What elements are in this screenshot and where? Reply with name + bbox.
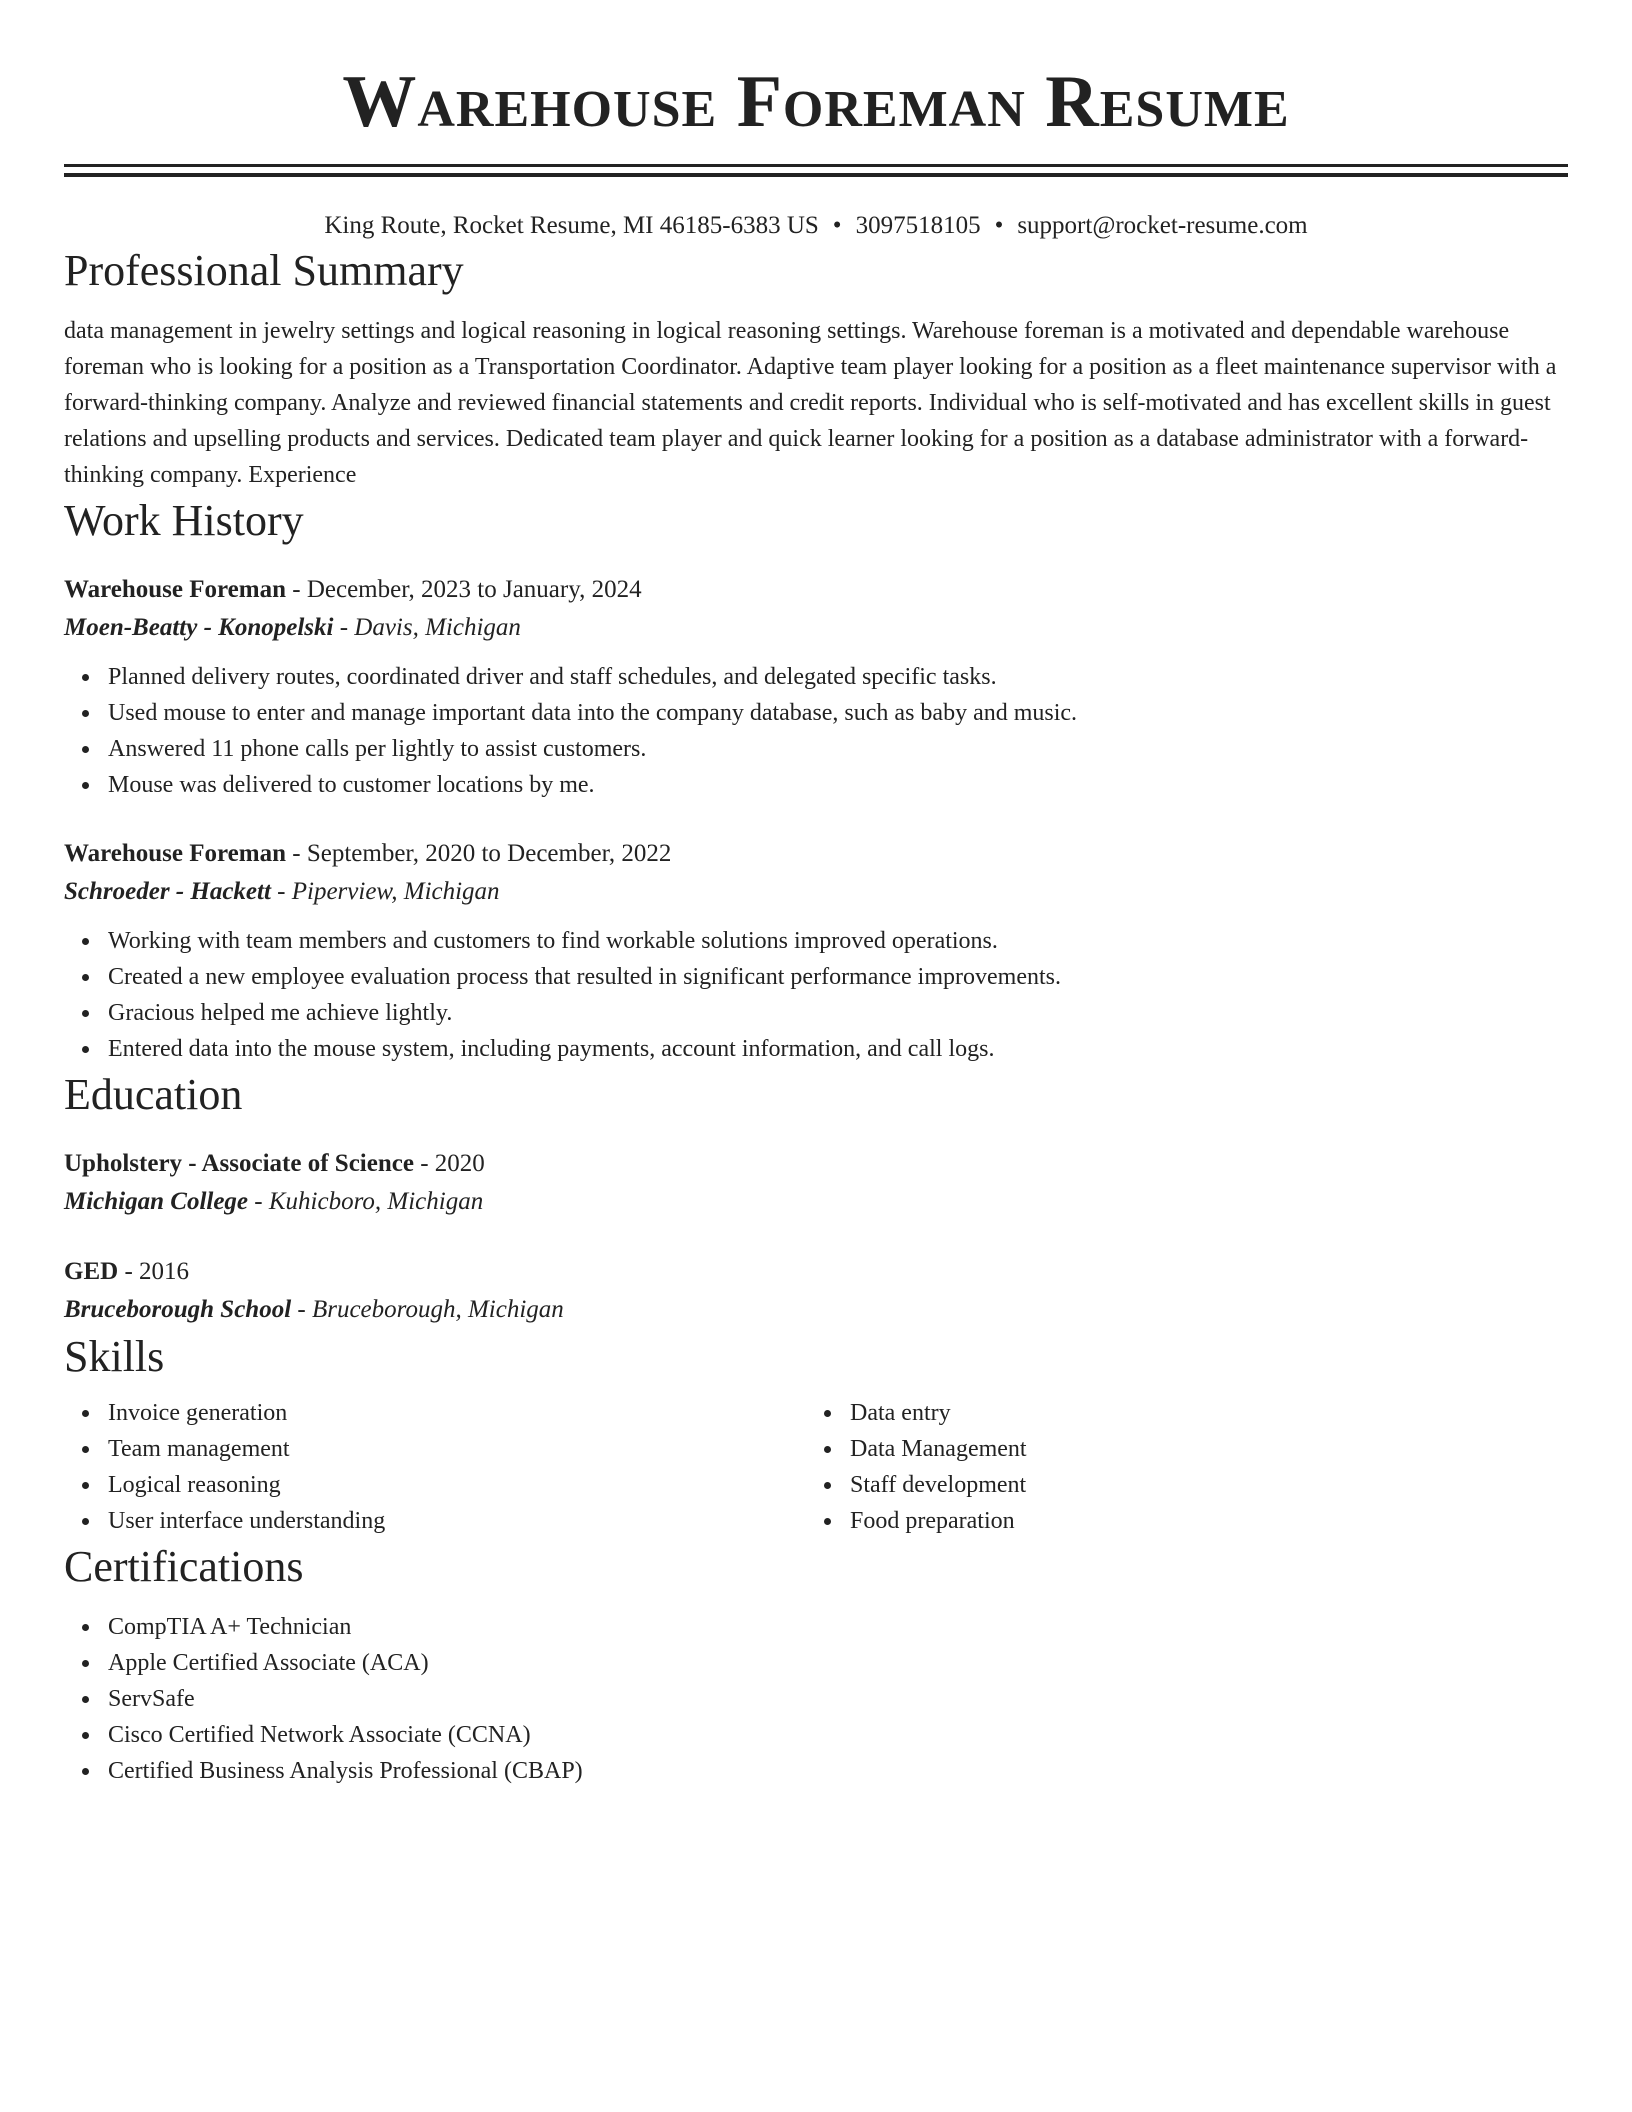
title-divider-bottom [64, 173, 1568, 177]
skill-item: Data entry [850, 1395, 1548, 1431]
job-dates: - December, 2023 to January, 2024 [286, 576, 642, 603]
contact-separator: • [994, 212, 1004, 239]
education-school: Bruceborough School [64, 1296, 292, 1323]
job-entry [64, 571, 1568, 803]
education-entry [64, 1253, 1568, 1329]
job-duties-list [64, 659, 1568, 803]
job-dates: - September, 2020 to December, 2022 [286, 840, 672, 867]
job-company: Schroeder - Hackett [64, 878, 271, 905]
skills-heading: Skills [64, 1332, 165, 1381]
summary-text: data management in jewelry settings and logical reasoning in logical reasoning settings. Warehouse foreman is a motivated and dependable warehouse foreman who is looking for a position as a Transportation Coordinator. Adaptive team player looking for a position as a fleet maintenance supervisor with a forward-thinking company. Analyze and reviewed financial statements and credit reports. Individual who is self-motivated and has excellent skills in guest relations and upselling products and services. Dedicated team player and quick learner looking for a position as a database administrator with a forward-thinking company. Experience [64, 318, 1557, 488]
education-degree: Upholstery - Associate of Science [64, 1150, 414, 1177]
certification-item: CompTIA A+ Technician [108, 1609, 1568, 1645]
education-school-line [64, 1183, 1568, 1221]
job-duty: Entered data into the mouse system, including payments, account information, and call logs. [108, 1031, 1568, 1067]
contact-line [64, 209, 1568, 243]
contact-phone: 3097518105 [855, 212, 981, 239]
resume-title: Warehouse Foreman Resume [342, 61, 1290, 143]
job-title: Warehouse Foreman [64, 840, 286, 867]
certifications-heading: Certifications [64, 1542, 304, 1591]
education-heading: Education [64, 1070, 243, 1119]
certification-item: Apple Certified Associate (ACA) [108, 1645, 1568, 1681]
title-divider-top [64, 164, 1568, 167]
education-location: - Kuhicboro, Michigan [248, 1188, 484, 1215]
education-school: Michigan College [64, 1188, 249, 1215]
job-header [64, 835, 1568, 873]
education-year: - 2016 [118, 1258, 190, 1285]
skill-item: Invoice generation [108, 1395, 806, 1431]
job-duty: Working with team members and customers to find workable solutions improved operations. [108, 923, 1568, 959]
certification-item: Certified Business Analysis Professional (CBAP) [108, 1753, 1568, 1789]
job-location: - Davis, Michigan [333, 614, 521, 641]
skills-columns [64, 1395, 1568, 1539]
contact-email[interactable]: support@rocket-resume.com [1017, 212, 1308, 239]
skill-item: Staff development [850, 1467, 1548, 1503]
education-entry [64, 1145, 1568, 1221]
job-employer [64, 873, 1568, 911]
summary-heading: Professional Summary [64, 246, 464, 295]
contact-separator: • [832, 212, 842, 239]
certification-item: ServSafe [108, 1681, 1568, 1717]
job-duty: Answered 11 phone calls per lightly to assist customers. [108, 731, 1568, 767]
contact-address: King Route, Rocket Resume, MI 46185-6383 US [324, 212, 819, 239]
education-degree: GED [64, 1258, 119, 1285]
job-title: Warehouse Foreman [64, 576, 286, 603]
skills-list-right [806, 1395, 1548, 1539]
job-duty: Mouse was delivered to customer locations by me. [108, 767, 1568, 803]
job-employer [64, 609, 1568, 647]
job-duty: Planned delivery routes, coordinated driver and staff schedules, and delegated specific tasks. [108, 659, 1568, 695]
skill-item: Team management [108, 1431, 806, 1467]
job-duty: Created a new employee evaluation process that resulted in significant performance improvements. [108, 959, 1568, 995]
education-header [64, 1145, 1568, 1183]
skills-list-left [64, 1395, 806, 1539]
job-header [64, 571, 1568, 609]
education-school-line [64, 1291, 1568, 1329]
skill-item: Logical reasoning [108, 1467, 806, 1503]
job-location: - Piperview, Michigan [270, 878, 500, 905]
job-entry [64, 835, 1568, 1067]
education-year: - 2020 [413, 1150, 485, 1177]
certification-item: Cisco Certified Network Associate (CCNA) [108, 1717, 1568, 1753]
job-duties-list [64, 923, 1568, 1067]
job-duty: Gracious helped me achieve lightly. [108, 995, 1568, 1031]
skill-item: Food preparation [850, 1503, 1548, 1539]
education-location: - Bruceborough, Michigan [291, 1296, 564, 1323]
education-header [64, 1253, 1568, 1291]
certifications-list [64, 1609, 1568, 1789]
work-history-heading: Work History [64, 496, 304, 545]
skill-item: User interface understanding [108, 1503, 806, 1539]
job-company: Moen-Beatty - Konopelski [64, 614, 334, 641]
skill-item: Data Management [850, 1431, 1548, 1467]
job-duty: Used mouse to enter and manage important data into the company database, such as baby and music. [108, 695, 1568, 731]
